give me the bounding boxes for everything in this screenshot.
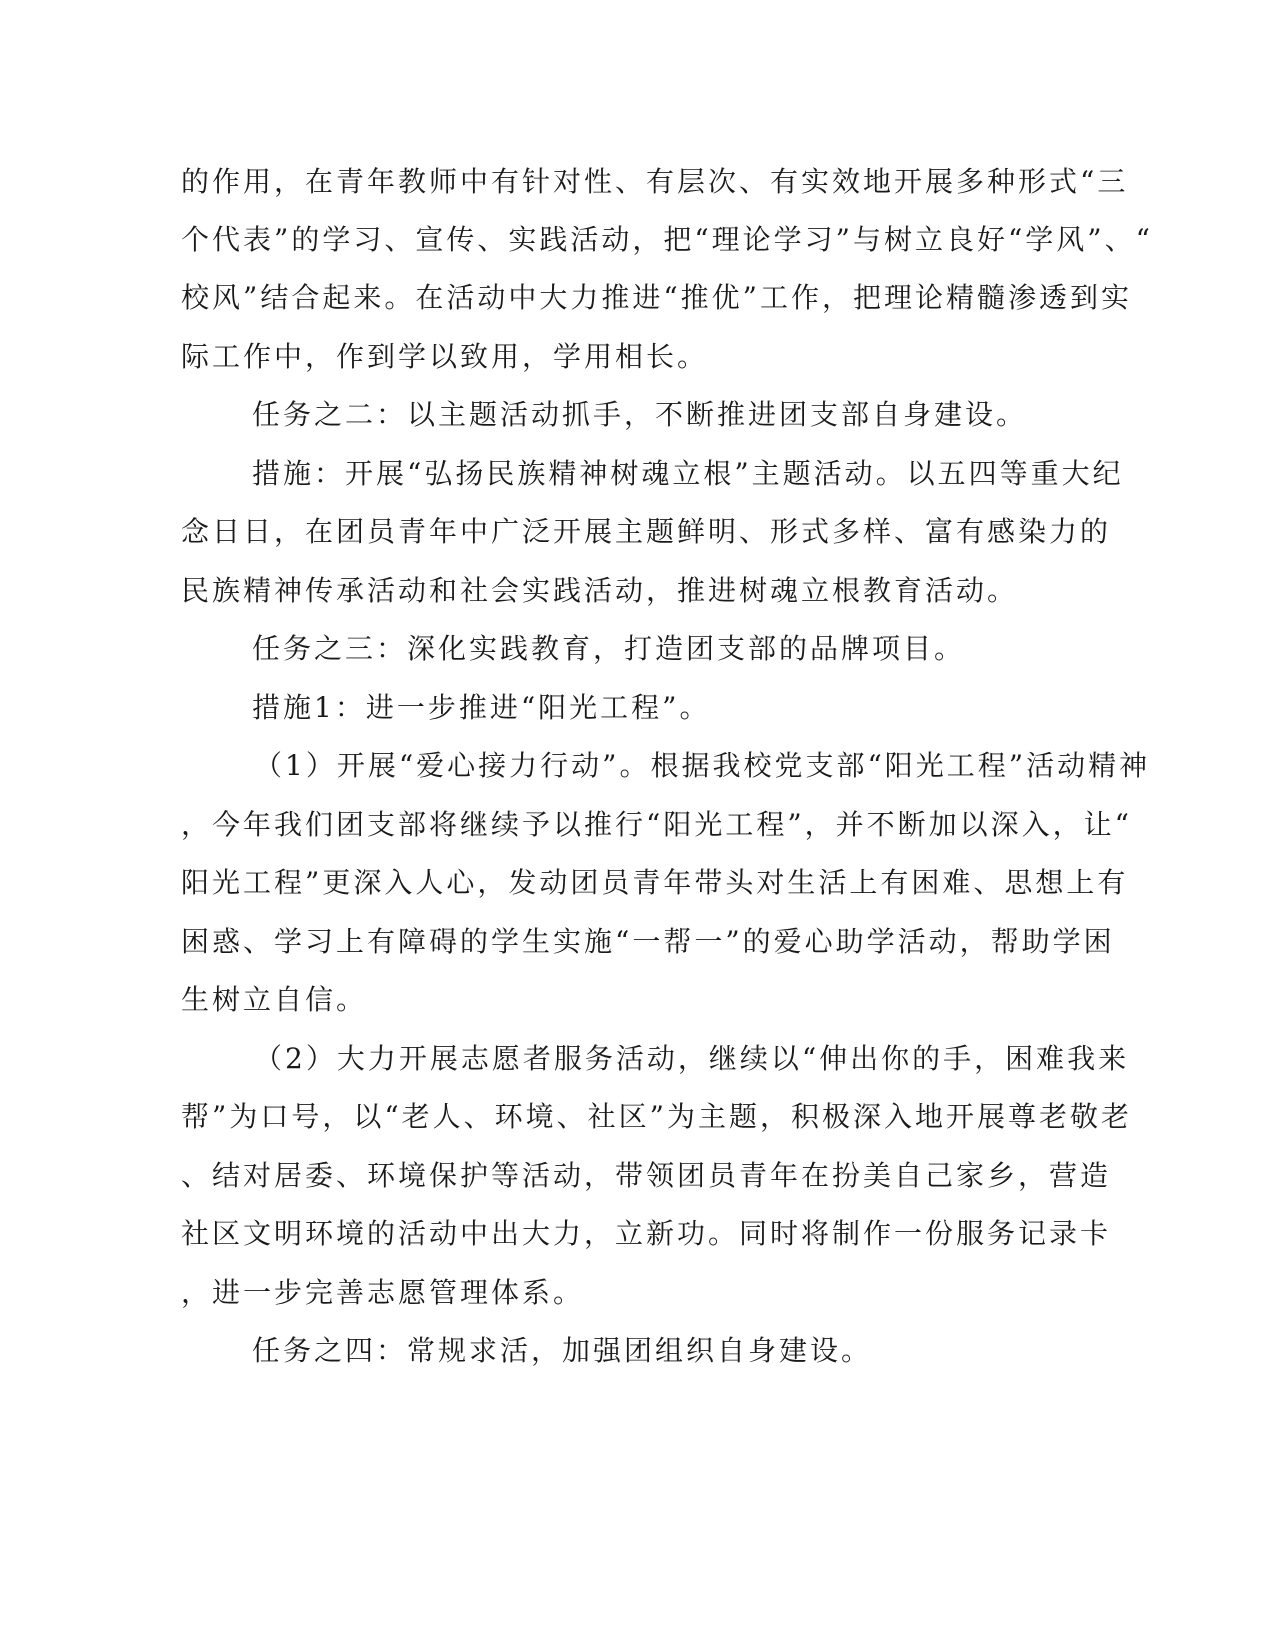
text-line: ，进一步完善志愿管理体系。 bbox=[181, 1276, 585, 1309]
text-line: 任务之三：深化实践教育，打造团支部的品牌项目。 bbox=[252, 632, 966, 665]
text-line: 民族精神传承活动和社会实践活动，推进树魂立根教育活动。 bbox=[181, 574, 1019, 607]
text-line: 个代表”的学习、宣传、实践活动，把“理论学习”与树立良好“学风”、“ bbox=[181, 223, 1153, 256]
text-line: 任务之二：以主题活动抓手，不断推进团支部自身建设。 bbox=[252, 398, 1028, 431]
text-line: 措施1：进一步推进“阳光工程”。 bbox=[252, 691, 711, 724]
text-line: （1）开展“爱心接力行动”。根据我校党支部“阳光工程”活动精神 bbox=[254, 749, 1151, 782]
text-line: 校风”结合起来。在活动中大力推进“推优”工作，把理论精髓渗透到实 bbox=[181, 281, 1132, 314]
text-line: 念日日，在团员青年中广泛开展主题鲜明、形式多样、富有感染力的 bbox=[181, 515, 1112, 548]
text-line: 生树立自信。 bbox=[181, 983, 368, 1016]
text-line: 的作用，在青年教师中有针对性、有层次、有实效地开展多种形式“三 bbox=[181, 165, 1129, 198]
text-line: ，今年我们团支部将继续予以推行“阳光工程”，并不断加以深入，让“ bbox=[181, 808, 1132, 841]
text-line: 阳光工程”更深入人心，发动团员青年带头对生活上有困难、思想上有 bbox=[181, 866, 1129, 899]
text-line: （2）大力开展志愿者服务活动，继续以“伸出你的手，困难我来 bbox=[254, 1042, 1130, 1075]
text-line: 困惑、学习上有障碍的学生实施“一帮一”的爱心助学活动，帮助学困 bbox=[181, 925, 1115, 958]
text-line: 措施：开展“弘扬民族精神树魂立根”主题活动。以五四等重大纪 bbox=[252, 457, 1124, 490]
text-line: 、结对居委、环境保护等活动，带领团员青年在扮美自己家乡，营造 bbox=[181, 1159, 1112, 1192]
text-line: 社区文明环境的活动中出大力，立新功。同时将制作一份服务记录卡 bbox=[181, 1217, 1112, 1250]
text-line: 帮”为口号，以“老人、环境、社区”为主题，积极深入地开展尊老敬老 bbox=[181, 1100, 1132, 1133]
text-line: 任务之四：常规求活，加强团组织自身建设。 bbox=[252, 1334, 873, 1367]
text-line: 际工作中，作到学以致用，学用相长。 bbox=[181, 340, 709, 373]
